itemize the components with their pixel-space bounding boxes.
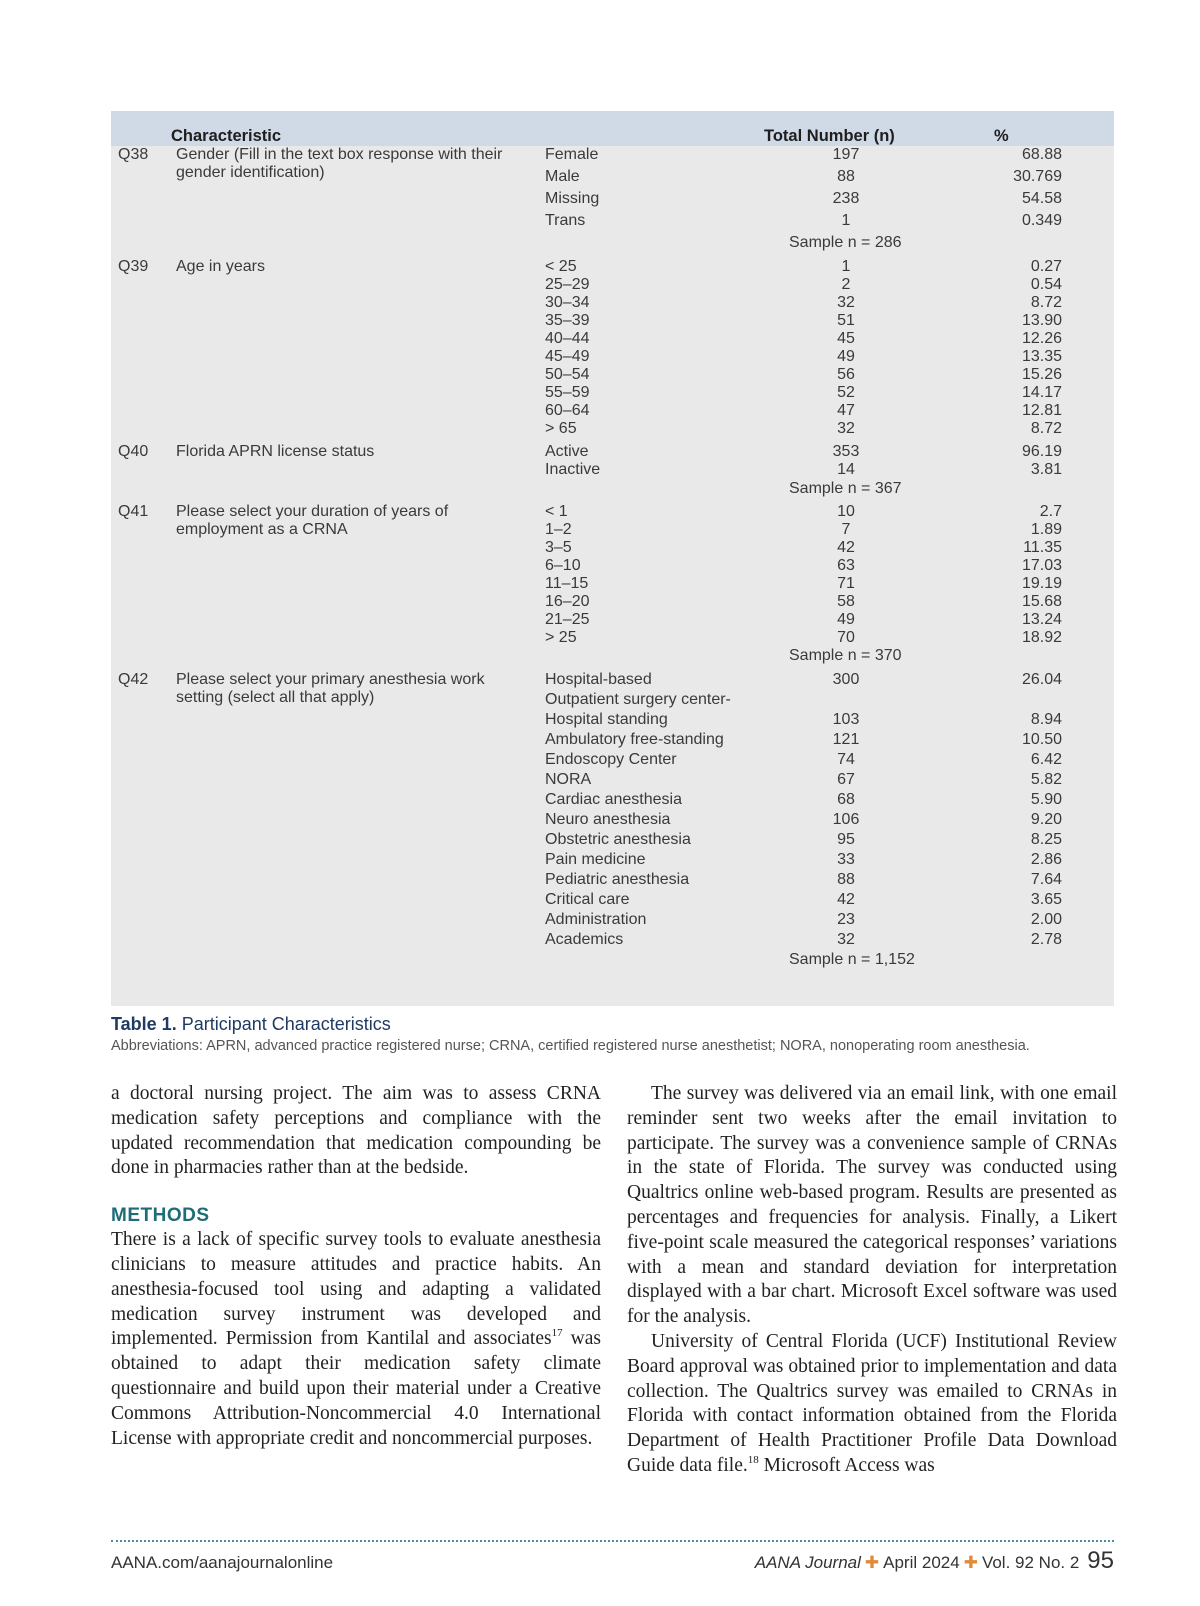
total-number-cell: 68 — [837, 791, 855, 808]
total-number-cell: 10 — [837, 503, 855, 520]
irb-text-2: Microsoft Access was — [758, 1454, 935, 1476]
sample-size: Sample n = 1,152 — [789, 951, 915, 968]
total-number-cell: 56 — [837, 366, 855, 383]
percent-cell: 19.19 — [1021, 575, 1062, 592]
percent-cell: 8.72 — [1030, 294, 1062, 311]
percent-cell: 2.78 — [1030, 931, 1062, 948]
total-number-cell: 353 — [832, 443, 860, 460]
response-option: 35–39 — [545, 312, 590, 329]
table-label: Table 1. — [111, 1014, 177, 1034]
response-option: 25–29 — [545, 276, 590, 293]
percent-cell: 8.94 — [1030, 711, 1062, 728]
percent-cell: 5.90 — [1030, 791, 1062, 808]
table-title: Participant Characteristics — [181, 1014, 391, 1034]
response-option: 50–54 — [545, 366, 590, 383]
response-option: Cardiac anesthesia — [545, 791, 682, 808]
percent-cell: 6.42 — [1030, 751, 1062, 768]
reference-18: 18 — [747, 1453, 759, 1466]
response-option: 60–64 — [545, 402, 590, 419]
percent-cell: 3.65 — [1030, 891, 1062, 908]
response-option: 6–10 — [545, 557, 581, 574]
response-option: 45–49 — [545, 348, 590, 365]
response-option: Pain medicine — [545, 851, 646, 868]
percent-cell: 0.54 — [1030, 276, 1062, 293]
question-id: Q40 — [118, 443, 149, 460]
right-text-column — [627, 1082, 1117, 1479]
footer-journal: AANA Journal — [754, 1553, 861, 1572]
total-number-cell: 33 — [837, 851, 855, 868]
total-number-cell: 42 — [837, 539, 855, 556]
total-number-cell: 32 — [837, 294, 855, 311]
footer-date: April 2024 — [883, 1553, 960, 1572]
percent-cell: 2.86 — [1030, 851, 1062, 868]
response-option: Outpatient surgery center- — [545, 691, 731, 708]
sample-size: Sample n = 367 — [789, 480, 902, 497]
total-number-cell: 1 — [841, 212, 851, 229]
separator-icon: ✚ — [864, 1553, 880, 1572]
sample-size: Sample n = 286 — [789, 234, 902, 251]
total-number-cell: 45 — [837, 330, 855, 347]
percent-cell: 96.19 — [1021, 443, 1062, 460]
total-number-cell: 42 — [837, 891, 855, 908]
characteristic-label: gender identification) — [176, 164, 325, 181]
response-option: Hospital-based — [545, 671, 652, 688]
percent-cell: 2.00 — [1030, 911, 1062, 928]
percent-cell: 3.81 — [1030, 461, 1062, 478]
response-option: Male — [545, 168, 580, 185]
percent-cell: 12.81 — [1021, 402, 1062, 419]
characteristic-label: Florida APRN license status — [176, 443, 375, 460]
percent-cell: 12.26 — [1021, 330, 1062, 347]
intro-paragraph: a doctoral nursing project. The aim was to assess CRNA medication safety perceptions and compliance with the updated recommendation that medication compounding be done in pharmacies rather than at the bedside. — [111, 1083, 601, 1179]
total-number-cell: 58 — [837, 593, 855, 610]
header-total-number: Total Number (n) — [764, 127, 895, 145]
response-option: > 25 — [545, 629, 577, 646]
irb-paragraph — [627, 1330, 1117, 1479]
percent-cell: 30.769 — [1013, 168, 1062, 185]
total-number-cell: 2 — [841, 276, 851, 293]
response-option: 30–34 — [545, 294, 590, 311]
question-id: Q39 — [118, 258, 149, 275]
table-caption — [111, 1013, 391, 1035]
percent-cell: 14.17 — [1021, 384, 1062, 401]
response-option: Pediatric anesthesia — [545, 871, 690, 888]
response-option: > 65 — [545, 420, 577, 437]
total-number-cell: 95 — [837, 831, 855, 848]
response-option: Missing — [545, 190, 600, 207]
table-header-row — [111, 111, 1114, 146]
total-number-cell: 121 — [832, 731, 860, 748]
footer-citation — [755, 1548, 1114, 1576]
methods-heading: METHODS — [111, 1205, 210, 1227]
total-number-cell: 63 — [837, 557, 855, 574]
percent-cell: 10.50 — [1021, 731, 1062, 748]
header-characteristic: Characteristic — [171, 127, 282, 145]
total-number-cell: 300 — [832, 671, 860, 688]
header-percent: % — [994, 127, 1009, 145]
response-option: < 25 — [545, 258, 577, 275]
response-option: Inactive — [545, 461, 601, 478]
percent-cell: 13.35 — [1021, 348, 1062, 365]
question-id: Q42 — [118, 671, 149, 688]
total-number-cell: 51 — [837, 312, 855, 329]
participant-characteristics-table — [111, 111, 1114, 1006]
percent-cell: 13.90 — [1021, 312, 1062, 329]
table-abbreviations: Abbreviations: APRN, advanced practice registered nurse; CRNA, certified registered nurse anesthetist; NORA, nonoperating room anesthesia. — [111, 1038, 1030, 1054]
percent-cell: 9.20 — [1030, 811, 1062, 828]
response-option: Academics — [545, 931, 624, 948]
separator-icon: ✚ — [963, 1553, 978, 1572]
total-number-cell: 74 — [837, 751, 855, 768]
total-number-cell: 32 — [837, 931, 855, 948]
total-number-cell: 49 — [837, 348, 855, 365]
total-number-cell: 67 — [837, 771, 855, 788]
footer-volume: Vol. 92 No. 2 — [981, 1553, 1080, 1572]
response-option: Hospital standing — [545, 711, 668, 728]
total-number-cell: 23 — [837, 911, 855, 928]
response-option: Active — [545, 443, 589, 460]
percent-cell: 8.72 — [1030, 420, 1062, 437]
response-option: Ambulatory free-standing — [545, 731, 724, 748]
total-number-cell: 88 — [837, 168, 855, 185]
page-number: 95 — [1087, 1547, 1114, 1574]
irb-text-1: University of Central Florida (UCF) Institutional Review Board approval was obtained prior to implementation and data collection. The Qualtrics survey was emailed to CRNAs in Florida with contact information obtained from the Florida Department of Health Practitioner Profile Data Download Guide data file. — [627, 1330, 1117, 1476]
footer-dotted-rule — [111, 1540, 1114, 1542]
characteristic-label: Please select your duration of years of — [176, 503, 449, 520]
percent-cell: 0.349 — [1021, 212, 1062, 229]
total-number-cell: 88 — [837, 871, 855, 888]
total-number-cell: 32 — [837, 420, 855, 437]
percent-cell: 7.64 — [1030, 871, 1062, 888]
total-number-cell: 14 — [837, 461, 855, 478]
sample-size: Sample n = 370 — [789, 647, 902, 664]
percent-cell: 15.68 — [1021, 593, 1062, 610]
percent-cell: 68.88 — [1021, 146, 1062, 163]
left-text-column — [111, 1082, 601, 1451]
total-number-cell: 47 — [837, 402, 855, 419]
total-number-cell: 71 — [837, 575, 855, 592]
percent-cell: 2.7 — [1039, 503, 1062, 520]
characteristic-label: employment as a CRNA — [176, 521, 348, 538]
response-option: 21–25 — [545, 611, 590, 628]
percent-cell: 15.26 — [1021, 366, 1062, 383]
response-option: 55–59 — [545, 384, 590, 401]
total-number-cell: 70 — [837, 629, 855, 646]
response-option: < 1 — [545, 503, 568, 520]
footer-url[interactable]: AANA.com/aanajournalonline — [111, 1553, 334, 1572]
response-option: Trans — [545, 212, 586, 229]
total-number-cell: 1 — [841, 258, 851, 275]
total-number-cell: 49 — [837, 611, 855, 628]
percent-cell: 0.27 — [1030, 258, 1062, 275]
response-option: 1–2 — [545, 521, 572, 538]
percent-cell: 17.03 — [1021, 557, 1062, 574]
percent-cell: 18.92 — [1021, 629, 1062, 646]
total-number-cell: 238 — [832, 190, 860, 207]
methods-paragraph — [111, 1228, 601, 1451]
response-option: NORA — [545, 771, 592, 788]
percent-cell: 54.58 — [1021, 190, 1062, 207]
response-option: 40–44 — [545, 330, 590, 347]
percent-cell: 11.35 — [1023, 539, 1062, 556]
methods-text-1: There is a lack of specific survey tools to evaluate anesthesia clinicians to measure attitudes and practice habits. An anesthesia-focused tool using and adapting a validated medication survey instrument was developed and implemented. Permission from Kantilal and associates — [111, 1229, 601, 1350]
survey-paragraph: The survey was delivered via an email link, with one email reminder sent two weeks after the email invitation to participate. The survey was a convenience sample of CRNAs in the state of Florida. The survey was conducted using Qualtrics online web-based program. Results are presented as percentages and frequencies for analysis. Finally, a Likert five-point scale measured the categorical responses’ variations with a mean and standard deviation for interpretation displayed with a bar chart. Microsoft Excel software was used for the analysis. — [627, 1083, 1117, 1328]
question-id: Q38 — [118, 146, 149, 163]
percent-cell: 13.24 — [1021, 611, 1062, 628]
total-number-cell: 197 — [832, 146, 860, 163]
response-option: Obstetric anesthesia — [545, 831, 691, 848]
total-number-cell: 103 — [832, 711, 860, 728]
percent-cell: 1.89 — [1030, 521, 1062, 538]
response-option: Critical care — [545, 891, 630, 908]
question-id: Q41 — [118, 503, 149, 520]
response-option: 3–5 — [545, 539, 572, 556]
response-option: Endoscopy Center — [545, 751, 677, 768]
total-number-cell: 106 — [832, 811, 860, 828]
response-option: 11–15 — [545, 575, 589, 592]
characteristic-label: Age in years — [176, 258, 265, 275]
total-number-cell: 7 — [841, 521, 851, 538]
total-number-cell: 52 — [837, 384, 855, 401]
response-option: Female — [545, 146, 599, 163]
percent-cell: 8.25 — [1030, 831, 1062, 848]
response-option: Neuro anesthesia — [545, 811, 671, 828]
response-option: 16–20 — [545, 593, 590, 610]
characteristic-label: Gender (Fill in the text box response with their — [176, 146, 503, 163]
reference-17: 17 — [551, 1327, 563, 1340]
percent-cell: 26.04 — [1021, 671, 1062, 688]
response-option: Administration — [545, 911, 647, 928]
percent-cell: 5.82 — [1030, 771, 1062, 788]
characteristic-label: setting (select all that apply) — [176, 689, 375, 706]
methods-text-2: was obtained to adapt their medication safety climate questionnaire and build upon their material under a Creative Commons Attribution-Noncommercial 4.0 International License with appropriate credit and noncommercial purposes. — [111, 1328, 601, 1449]
characteristic-label: Please select your primary anesthesia work — [176, 671, 485, 688]
